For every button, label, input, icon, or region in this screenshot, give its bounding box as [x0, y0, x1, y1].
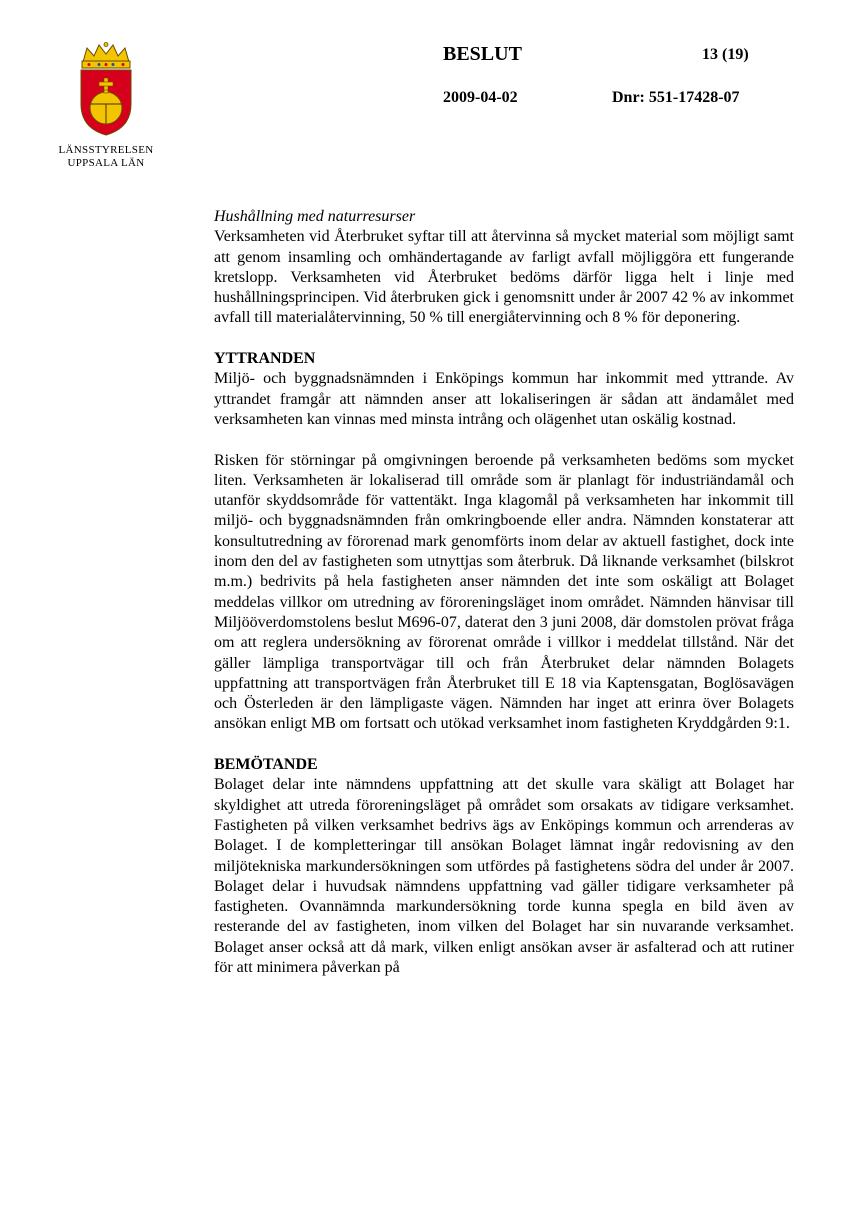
county-logo — [56, 42, 156, 170]
org-line-1: LÄNSSTYRELSEN — [58, 144, 154, 156]
document-body — [214, 207, 794, 978]
org-line-2: UPPSALA LÄN — [67, 157, 145, 169]
registration-number: Dnr: 551-17428-07 — [612, 89, 740, 106]
paragraph-yttranden-2: Risken för störningar på omgivningen beroende på verksamheten bedöms som mycket liten. Verksamheten är lokaliserad till område som är planlagt för industriändamål och utanför skyddsområde för vattentäkt. Inga klagomål på verksamheten har inkommit till miljö- och byggnadsnämnden från omkringboende eller andra. Nämnden konstaterar att konsultutredning av förorenad mark genomförts inom delar av aktuell fastighet, dock inte inom den del av fastigheten som utnyttjas som återbruk. Då liknande verksamhet (bilskrot m.m.) bedrivits på hela fastigheten anser nämnden det inte som oskäligt att Bolaget meddelas villkor om utredning av föroreningsläget inom området. Nämnden hänvisar till Miljööverdomstolens beslut M696-07, daterat den 3 juni 2008, där domstolen prövat fråga om att reglera undersökning av förorenat område i villkor i meddelat tillstånd. När det gäller lämpliga transportvägar till och från Återbruket delar nämnden Bolagets uppfattning att transportvägen från Återbruket till E 18 via Kaptensgatan, Boglösavägen och Österleden är den lämpligaste vägen. Nämnden har inget att erinra över Bolagets ansökan enligt MB om fortsatt och utökad verksamhet inom fastigheten Kryddgården 9:1. — [214, 451, 794, 733]
coat-of-arms-icon — [77, 42, 135, 136]
paragraph-bemotande-1: Bolaget delar inte nämndens uppfattning att det skulle vara skäligt att Bolaget har skyldighet att utreda föroreningsläget på området som orsakats av tidigare verksamhet. Fastigheten på vilken verksamhet bedrivs ägs av Enköpings kommun och arrenderas av Bolaget. I de kompletteringar till ansökan Bolaget lämnat ingår redovisning av den miljötekniska markundersökningen som utfördes på fastighetens södra del under år 2007. Bolaget delar i huvudsak nämndens uppfattning vad gäller tidigare verksamheter på fastigheten. Ovannämnda markundersökning torde kunna spegla en bild även av resterande del av fastigheten, inom vilken del Bolaget har sin nuvarande verksamhet. Bolaget anser också att då mark, vilken enligt ansökan avser är asfalterad och att rutiner för att minimera påverkan på — [214, 776, 794, 976]
paragraph-hushallning-1: Verksamheten vid Återbruket syftar till att återvinna så mycket material som möjligt samt att genom insamling och omhändertagande av farligt avfall möjliggöra ett fungerande kretslopp. Verksamheten vid Återbruket bedöms därför ligga helt i linje med hushållningsprincipen. Vid återbruken gick i genomsnitt under år 2007 42 % av inkommet avfall till materialåtervinning, 50 % till energiåtervinning och 8 % för deponering. — [214, 228, 794, 327]
crown-icon — [82, 43, 130, 69]
paragraph-yttranden-1: Miljö- och byggnadsnämnden i Enköpings kommun har inkommit med yttrande. Av yttrandet framgår att nämnden anser att lokaliseringen är sådan att ändamålet med verksamheten kan vinnas med minsta intrång och olägenhet utan oskälig kostnad. — [214, 370, 794, 428]
organization-name — [56, 144, 156, 170]
decision-date: 2009-04-02 — [443, 89, 518, 106]
section-heading-yttranden: YTTRANDEN — [214, 350, 316, 368]
page-number: 13 (19) — [702, 46, 749, 63]
section-heading-hushallning: Hushållning med naturresurser — [214, 208, 416, 225]
document-type: BESLUT — [443, 43, 522, 65]
section-heading-bemotande: BEMÖTANDE — [214, 756, 318, 774]
